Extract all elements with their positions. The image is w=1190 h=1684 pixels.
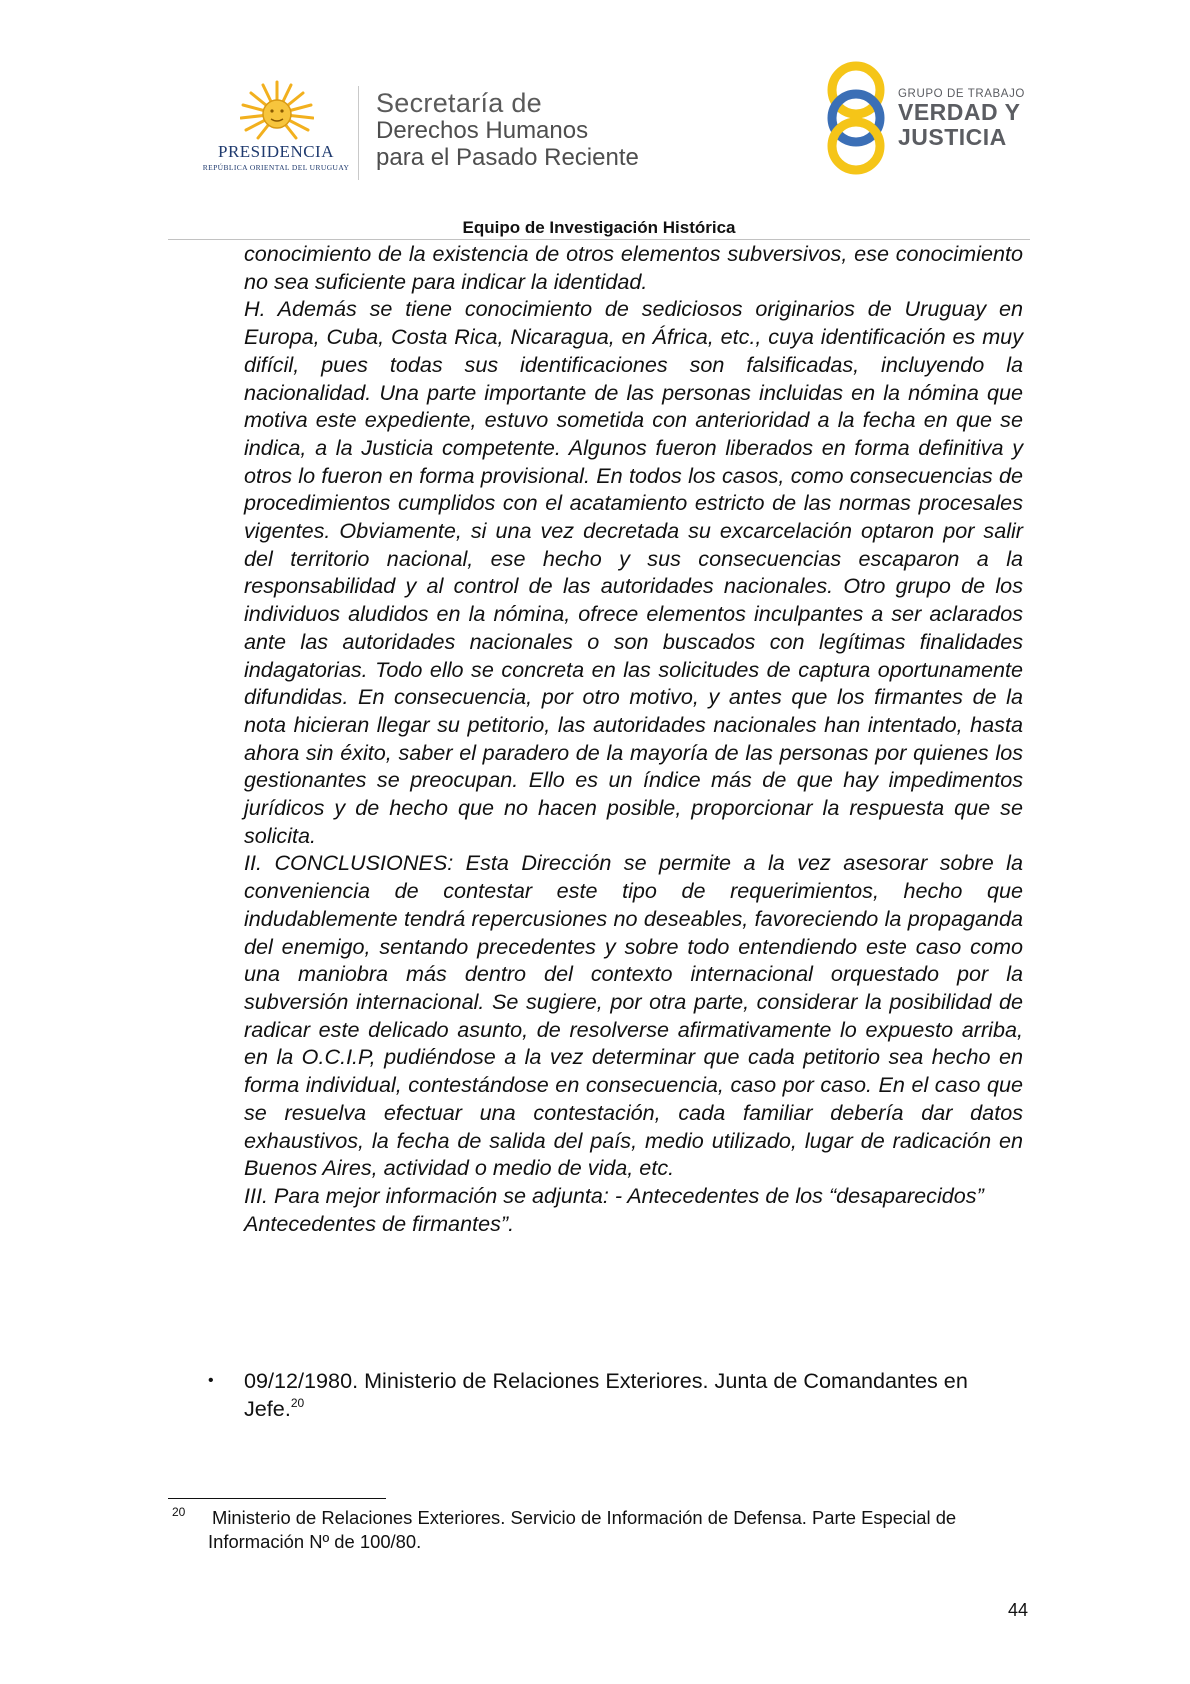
bullet-text-wrapper — [244, 1367, 1023, 1422]
bullet-text: 09/12/1980. Ministerio de Relaciones Exteriores. Junta de Comandantes en Jefe. — [244, 1368, 968, 1421]
bullet-symbol: • — [208, 1372, 214, 1389]
paragraph: conocimiento de la existencia de otros elementos subversivos, ese conocimiento no sea suficiente para indicar la identidad. — [244, 241, 1023, 294]
team-title: Equipo de Investigación Histórica — [462, 218, 736, 237]
header-divider — [358, 86, 359, 180]
grupo-trabajo-logo-text — [898, 88, 1025, 150]
grupo-big-line2: JUSTICIA — [898, 124, 1007, 150]
secretaria-line2: Derechos Humanos — [376, 117, 589, 144]
sun-emblem-icon — [240, 80, 314, 142]
secretaria-line3: para el Pasado Reciente — [376, 144, 639, 171]
presidencia-subtitle: REPÚBLICA ORIENTAL DEL URUGUAY — [202, 163, 350, 172]
paragraph: H. Además se tiene conocimiento de sediciosos originarios de Uruguay en Europa, Cuba, Costa Rica, Nicaragua, en África, etc., cuya identificación es muy difícil, pues todas sus identificaciones son falsificadas, incluyendo la nacionalidad. Una parte importante de las personas incluidas en la nómina que motiva este expediente, estuvo sometida con anterioridad a la fecha en que se indica, a la Justicia competente. Algunos fueron liberados en forma definitiva y otros lo fueron en forma provisional. En todos los casos, como consecuencias de procedimientos cumplidos con el acatamiento estricto de las normas procesales vigentes. Obviamente, si una vez decretada su excarcelación optaron por salir del territorio nacional, ese hecho y sus consecuencias escaparon a la responsabilidad y al control de las autoridades nacionales. Otro grupo de los individuos aludidos en la nómina, ofrece elementos inculpantes a ser aclarados ante las autoridades nacionales o son buscados con legítimas finalidades indagatorias. Todo ello se concreta en las solicitudes de captura oportunamente difundidas. En consecuencia, por otro motivo, y antes que los firmantes de la nota hicieran llegar su petitorio, las autoridades nacionales han intentado, hasta ahora sin éxito, saber el paradero de la mayoría de las personas por quienes los gestionantes se preocupan. Ello es un índice más de que hay impedimentos jurídicos y de hecho que no hacen posible, proporcionar la respuesta que se solicita. — [244, 296, 1023, 848]
grupo-small-label: GRUPO DE TRABAJO — [898, 88, 1025, 100]
paragraph: III. Para mejor información se adjunta: - Antecedentes de los “desaparecidos” — [244, 1182, 984, 1208]
paragraph: Antecedentes de firmantes”. — [244, 1210, 515, 1236]
footnote-reference[interactable]: 20 — [290, 1395, 305, 1410]
quoted-text-block — [244, 240, 1023, 1237]
footnote-rule — [168, 1498, 386, 1499]
secretaria-logo-text — [376, 90, 639, 171]
presidencia-name: PRESIDENCIA — [217, 142, 334, 161]
secretaria-line1: Secretaría de — [376, 88, 542, 118]
footnote-text: Ministerio de Relaciones Exteriores. Servicio de Información de Defensa. Parte Especial de Información Nº de 100/80. — [208, 1507, 957, 1552]
paragraph: II. CONCLUSIONES: Esta Dirección se permite a la vez asesorar sobre la conveniencia de contestar este tipo de requerimientos, hecho que indudablemente tendrá repercusiones no deseables, favoreciendo la propaganda del enemigo, sentando precedentes y sobre todo entendiendo este caso como una maniobra más dentro del contexto internacional orquestado por la subversión internacional. Se sugiere, por otra parte, considerar la posibilidad de radicar este delicado asunto, de resolverse afirmativamente lo expuesto arriba, en la O.C.I.P, pudiéndose a la vez determinar que cada petitorio sea hecho en forma individual, contestándose en consecuencia, caso por caso. En el caso que se resuelva efectuar una contestación, cada familiar debería dar datos exhaustivos, la fecha de salida del país, medio utilizado, lugar de radicación en Buenos Aires, actividad o medio de vida, etc. — [244, 850, 1023, 1181]
page-number: 44 — [1007, 1600, 1028, 1620]
footnote-number: 20 — [172, 1505, 186, 1519]
grupo-big-line1: VERDAD Y — [898, 99, 1021, 125]
presidencia-logo — [196, 80, 356, 180]
